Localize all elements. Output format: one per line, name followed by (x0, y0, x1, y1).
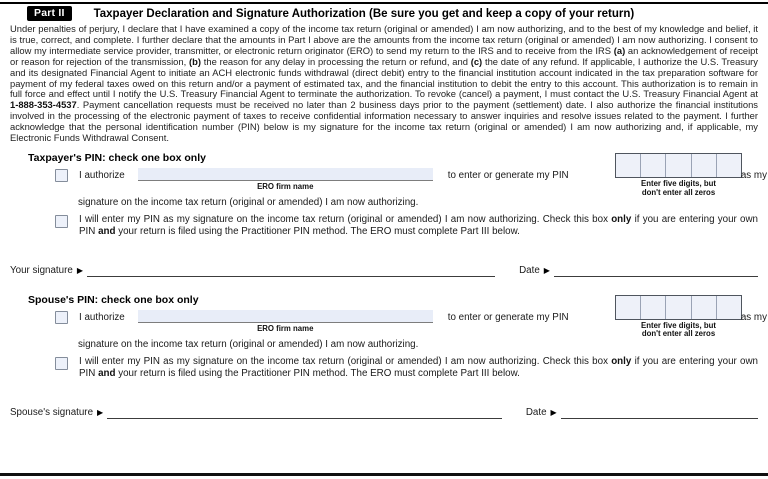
pin-boxes-caption (641, 180, 716, 197)
signature-label: Your signature (10, 264, 73, 276)
spouse-pin-boxes (615, 295, 742, 320)
date-label: Date (519, 264, 540, 276)
part-label: Part II (27, 6, 72, 21)
pin-action-label: to enter or generate my PIN (447, 311, 569, 323)
authorize-label: I authorize (79, 311, 125, 323)
pin-digit-box[interactable] (641, 154, 666, 177)
taxpayer-self-pin-checkbox[interactable] (55, 215, 68, 228)
spouse-pin-group (615, 295, 742, 339)
pin-digit-box[interactable] (641, 296, 666, 319)
section-title: Taxpayer Declaration and Signature Authorization (Be sure you get and keep a copy of your return) (93, 7, 635, 20)
pin-digit-box[interactable] (692, 296, 717, 319)
pin-boxes-caption (641, 322, 716, 339)
spouse-date-line[interactable] (561, 406, 758, 419)
ero-firm-name-input[interactable] (138, 168, 433, 181)
pin-digit-box[interactable] (666, 154, 691, 177)
arrowhead-icon: ▶ (550, 407, 557, 417)
spouse-self-pin-row (0, 356, 768, 381)
as-my-label: as my (740, 169, 767, 181)
spouse-self-pin-checkbox[interactable] (55, 357, 68, 370)
date-label: Date (525, 406, 547, 418)
pin-digit-box[interactable] (717, 154, 741, 177)
pin-caption-line2: don't enter all zeros (641, 187, 716, 197)
taxpayer-pin-section (0, 152, 768, 277)
signature-label: Spouse's signature (10, 406, 94, 418)
pin-digit-box[interactable] (717, 296, 741, 319)
taxpayer-self-pin-text: I will enter my PIN as my signature on the income tax return (original or amended) I am now authorizing. Check this box only if you are entering your own PIN and your return is filed using the Practitioner PIN method. The ERO must complete Part III below. (79, 213, 758, 238)
spouse-authorize-row (0, 310, 768, 339)
ero-field-wrap (138, 310, 433, 333)
as-my-label: as my (740, 311, 767, 323)
spouse-signature-line[interactable] (107, 406, 502, 419)
authorize-label: I authorize (79, 169, 125, 181)
ero-firm-name-caption: ERO firm name (257, 323, 314, 333)
taxpayer-pin-boxes (615, 153, 742, 178)
pin-digit-box[interactable] (666, 296, 691, 319)
top-rule (0, 2, 768, 4)
spouse-pin-section (0, 294, 768, 419)
declaration-text: Under penalties of perjury, I declare that I have examined a copy of the income tax return (original or amended) I am now authorizing, and to the best of my knowledge and belief, it is true, correct, and complete. I further declare that the amounts in Part I above are the amounts from the income tax return (original or amended) I am now authorizing. I consent to allow my intermediate service provider, transmitter, or electronic return originator (ERO) to send my return to the IRS and to receive from the IRS (a) an acknowledgement of receipt or reason for rejection of the transmission, (b) the reason for any delay in processing the return or refund, and (c) the date of any refund. If applicable, I authorize the U.S. Treasury and its designated Financial Agent to initiate an ACH electronic funds withdrawal (direct debit) entry to the financial institution account indicated in the tax preparation software for payment of my federal taxes owed on this return and/or a payment of estimated tax, and the financial institution to debit the entry to this account. This authorization is to remain in full force and effect until I notify the U.S. Treasury Financial Agent to terminate the authorization. To revoke (cancel) a payment, I must contact the U.S. Treasury Financial Agent at 1-888-353-4537. Payment cancellation requests must be received no later than 2 business days prior to the payment (settlement) date. I also authorize the financial institutions involved in the processing of the electronic payment of taxes to receive confidential information necessary to answer inquiries and resolve issues related to the payment. I further acknowledge that the personal identification number (PIN) below is my signature for the income tax return (original or amended) I am now authorizing and, if applicable, my Electronic Funds Withdrawal Consent. (10, 23, 759, 144)
authorize-continuation: signature on the income tax return (original or amended) I am now authorizing. (78, 338, 419, 350)
spouse-authorize-checkbox[interactable] (55, 311, 68, 324)
pin-action-label: to enter or generate my PIN (447, 169, 569, 181)
taxpayer-authorize-checkbox[interactable] (55, 169, 68, 182)
taxpayer-self-pin-row (0, 214, 768, 239)
arrowhead-icon: ▶ (543, 265, 550, 275)
spouse-ero-firm-name-input[interactable] (138, 310, 433, 323)
taxpayer-signature-row (0, 262, 768, 277)
taxpayer-pin-group (615, 153, 742, 197)
taxpayer-date-line[interactable] (554, 264, 758, 277)
taxpayer-authorize-row (0, 168, 768, 197)
authorize-continuation: signature on the income tax return (original or amended) I am now authorizing. (78, 196, 419, 208)
pin-caption-line2: don't enter all zeros (641, 329, 716, 339)
pin-digit-box[interactable] (616, 154, 641, 177)
spouse-signature-row (0, 404, 768, 419)
taxpayer-pin-heading: Taxpayer's PIN: check one box only (28, 151, 206, 164)
arrowhead-icon: ▶ (76, 265, 83, 275)
taxpayer-signature-line[interactable] (87, 264, 495, 277)
arrowhead-icon: ▶ (97, 407, 104, 417)
pin-caption-line1: Enter five digits, but (641, 178, 716, 188)
bottom-rule (0, 473, 768, 476)
pin-caption-line1: Enter five digits, but (641, 320, 716, 330)
pin-digit-box[interactable] (692, 154, 717, 177)
ero-field-wrap (138, 168, 433, 191)
pin-digit-box[interactable] (616, 296, 641, 319)
spouse-pin-heading: Spouse's PIN: check one box only (28, 293, 199, 306)
ero-firm-name-caption: ERO firm name (257, 181, 314, 191)
spouse-self-pin-text: I will enter my PIN as my signature on the income tax return (original or amended) I am now authorizing. Check this box only if you are entering your own PIN and your return is filed using the Practitioner PIN method. The ERO must complete Part III below. (79, 355, 758, 380)
